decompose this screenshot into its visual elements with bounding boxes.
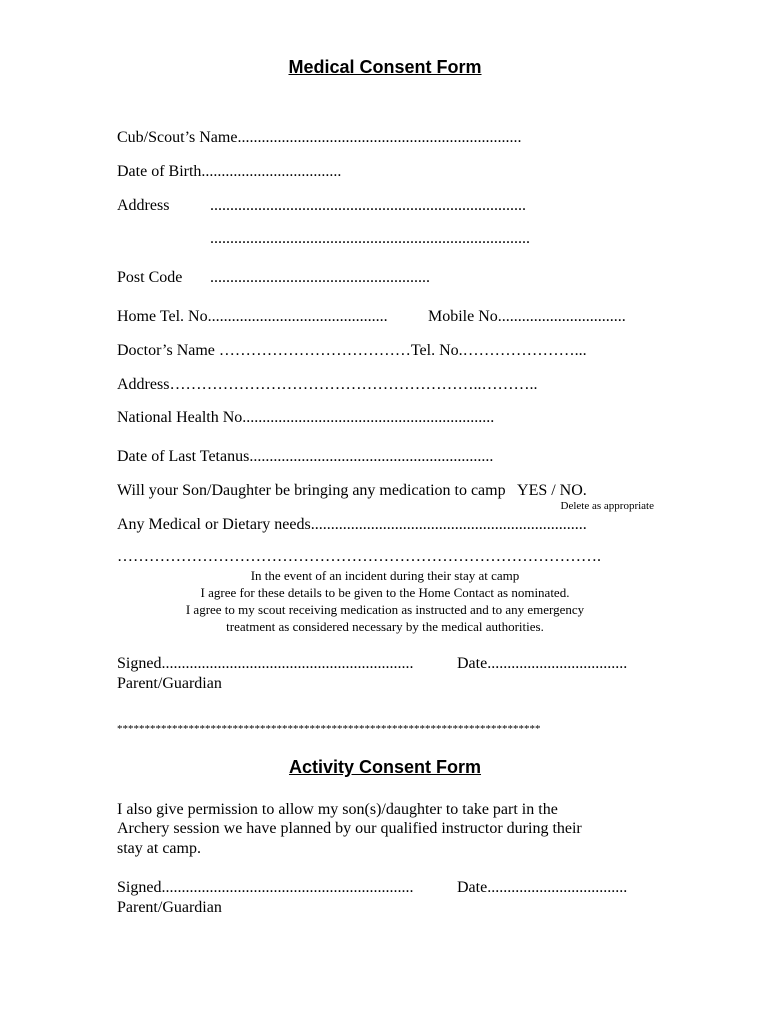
home-tel-field[interactable]: Home Tel. No............................................. <box>117 308 388 325</box>
postcode-label: Post Code <box>117 269 183 286</box>
activity-text-line: I also give permission to allow my son(s)/daughter to take part in the <box>117 801 558 818</box>
activity-form-title: Activity Consent Form <box>288 757 482 777</box>
address-line-2[interactable]: ................................................................................ <box>210 230 530 247</box>
medical-signed-field[interactable]: Signed............................................................... <box>117 655 414 672</box>
medical-form-title: Medical Consent Form <box>288 57 482 77</box>
postcode-field[interactable]: ....................................................... <box>210 269 430 286</box>
medication-question: Will your Son/Daughter be bringing any medication to camp YES / NO. <box>117 482 587 499</box>
delete-note: Delete as appropriate <box>560 500 654 512</box>
last-tetanus-field[interactable]: Date of Last Tetanus............................................................. <box>117 448 494 465</box>
medical-parent-guardian-label: Parent/Guardian <box>117 675 222 692</box>
medical-date-field[interactable]: Date................................... <box>457 655 628 672</box>
dietary-needs-field[interactable]: Any Medical or Dietary needs..................................................................... <box>117 516 587 533</box>
statement-line: In the event of an incident during their stay at camp <box>250 568 520 583</box>
date-of-birth-field[interactable]: Date of Birth................................... <box>117 163 342 180</box>
activity-text-line: Archery session we have planned by our qualified instructor during their <box>117 820 582 837</box>
doctor-name-field[interactable]: Doctor’s Name ………………………………Tel. No.…………………... <box>117 342 587 359</box>
doctor-address-field[interactable]: Address…………………………………………………..……….. <box>117 376 538 393</box>
activity-date-field[interactable]: Date................................... <box>457 879 628 896</box>
activity-text-line: stay at camp. <box>117 840 201 857</box>
activity-parent-guardian-label: Parent/Guardian <box>117 899 222 916</box>
dietary-needs-line-2[interactable]: ………………………………………………………………………………. <box>117 548 601 565</box>
national-health-number-field[interactable]: National Health No............................................................... <box>117 409 495 426</box>
activity-signed-field[interactable]: Signed............................................................... <box>117 879 414 896</box>
statement-line: I agree for these details to be given to the Home Contact as nominated. <box>200 585 570 600</box>
statement-line: I agree to my scout receiving medication as instructed and to any emergency <box>185 602 585 617</box>
statement-line: treatment as considered necessary by the medical authorities. <box>226 619 544 634</box>
address-line-1[interactable]: ............................................................................... <box>210 197 526 214</box>
separator-line: ***************************************************************************** <box>117 723 541 735</box>
mobile-field[interactable]: Mobile No................................ <box>428 308 626 325</box>
address-label: Address <box>117 197 170 214</box>
scout-name-field[interactable]: Cub/Scout’s Name....................................................................... <box>117 129 522 146</box>
